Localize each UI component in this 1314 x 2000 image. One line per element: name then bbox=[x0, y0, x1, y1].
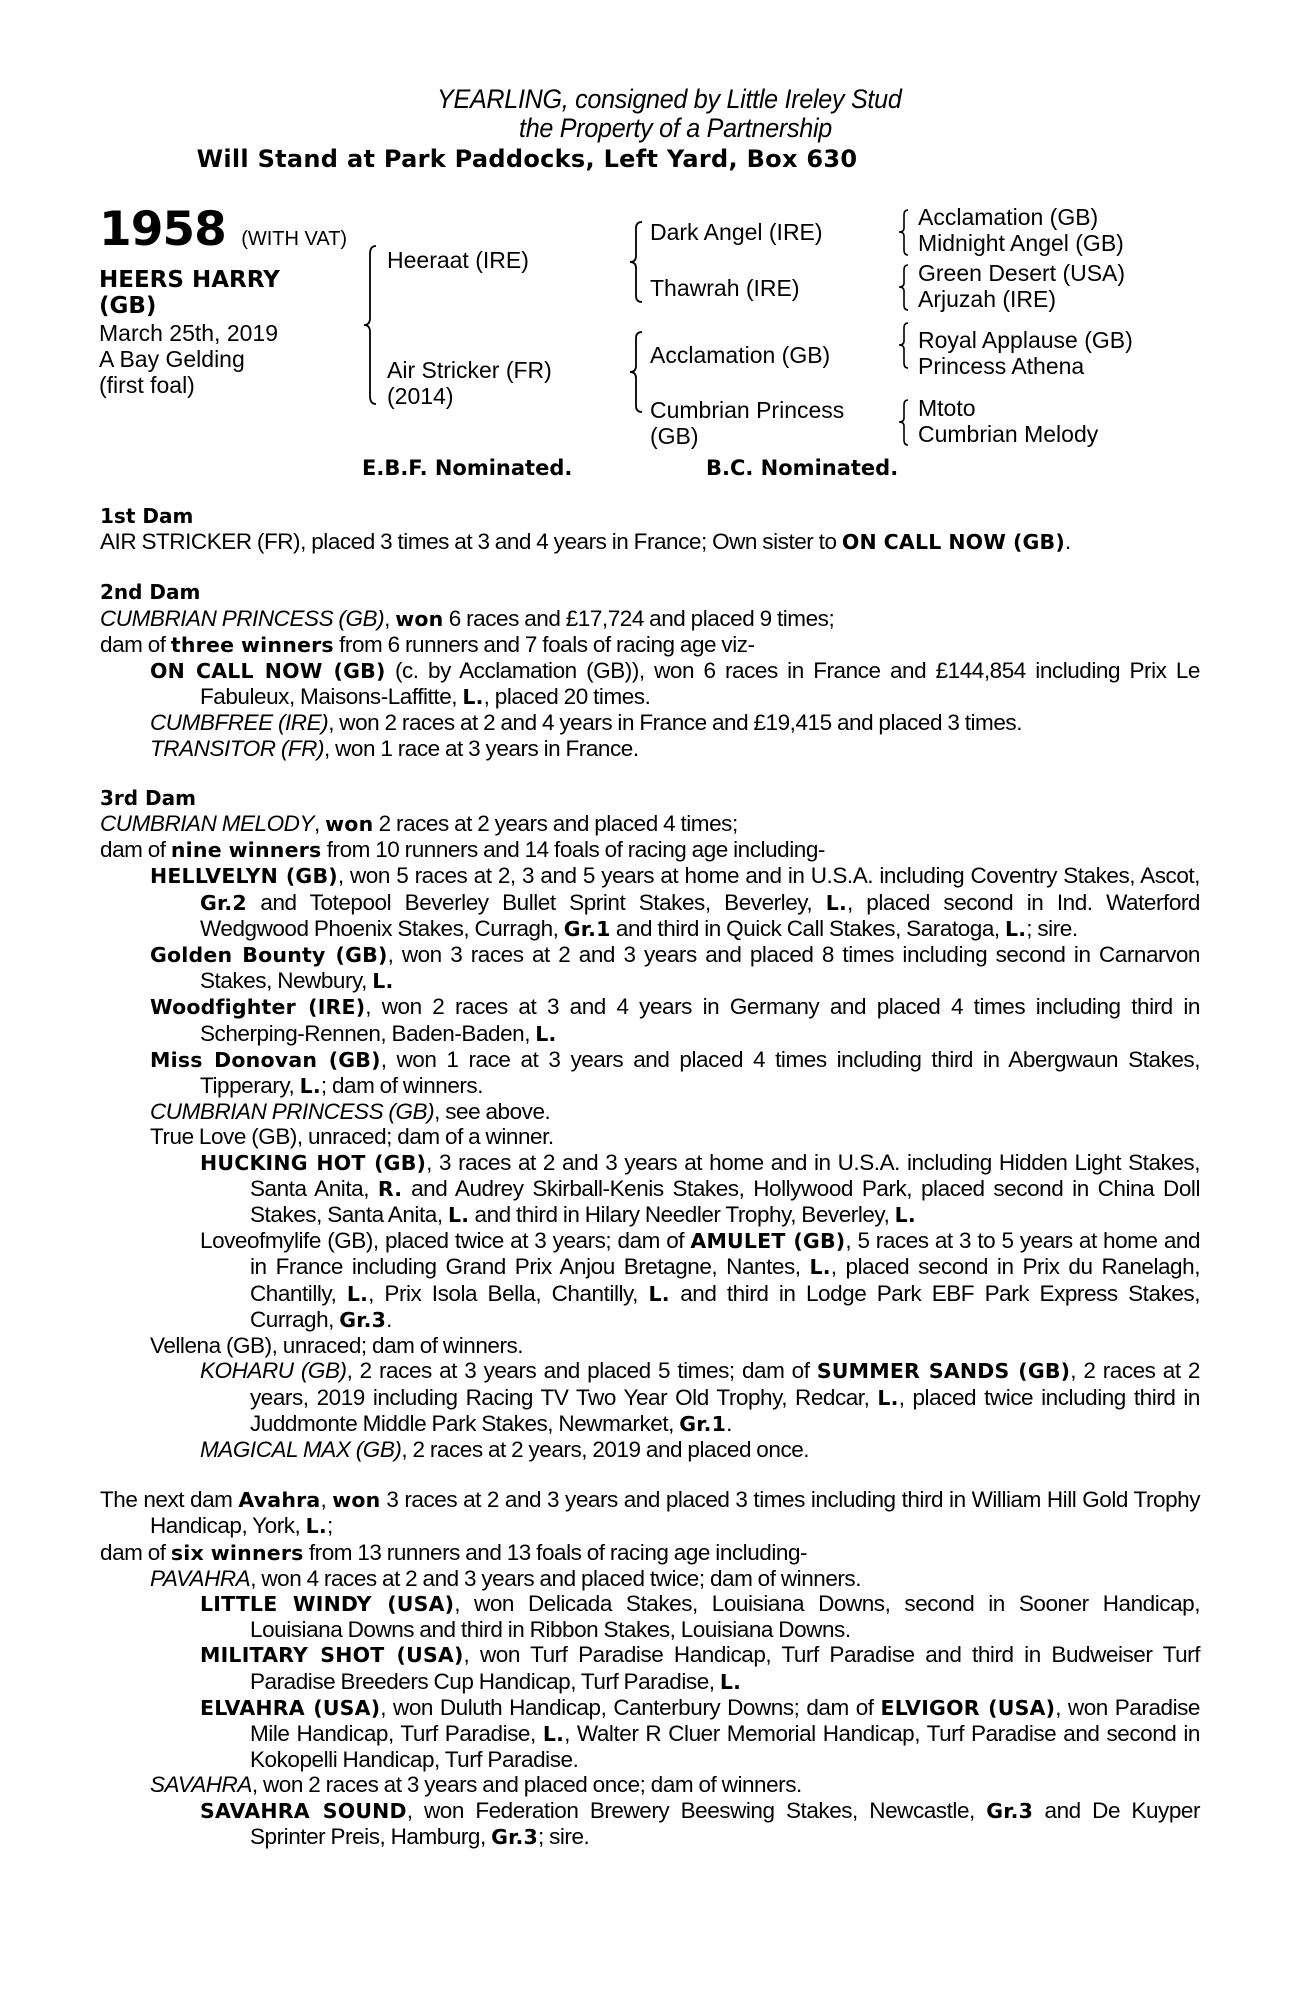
bold-run: ELVAHRA (USA) bbox=[200, 1695, 381, 1720]
bold-run: Gr.3 bbox=[986, 1798, 1034, 1823]
text-run: , won 2 races at 2 and 4 years in France and £19,415 and placed 3 times. bbox=[328, 710, 1023, 736]
pedigree-brace-ds bbox=[896, 320, 912, 372]
italic-run: PAVAHRA bbox=[150, 1565, 251, 1591]
pedigree-brace-dd bbox=[896, 397, 912, 449]
bold-run: SUMMER SANDS (GB) bbox=[816, 1359, 1071, 1384]
italic-run: KOHARU (GB) bbox=[200, 1358, 347, 1384]
pedigree-paragraph bbox=[100, 529, 1200, 555]
text-run: , won 2 races at 3 years and placed once; dam of winners. bbox=[251, 1772, 802, 1798]
pedigree-paragraph bbox=[100, 1437, 1200, 1462]
bold-run: LITTLE WINDY (USA) bbox=[200, 1591, 455, 1616]
lot-block bbox=[99, 202, 359, 398]
section-heading: 3rd Dam bbox=[100, 785, 196, 810]
pedigree-brace-sd bbox=[896, 262, 912, 314]
italic-run: CUMBRIAN PRINCESS (GB) bbox=[150, 1099, 435, 1125]
dam-name: Air Stricker (FR) bbox=[387, 357, 552, 383]
bold-run: L. bbox=[1005, 916, 1027, 941]
vat-note: (WITH VAT) bbox=[241, 228, 348, 250]
dd-dam-name: Cumbrian Melody bbox=[918, 421, 1099, 447]
text-run: from 6 runners and 7 foals of racing age viz- bbox=[333, 631, 755, 657]
pedigree-paragraph bbox=[100, 1487, 1200, 1539]
text-run: , placed twice including third in Juddmonte Middle Park Stakes, Newmarket, bbox=[250, 1384, 1200, 1436]
bold-run: L. bbox=[299, 1074, 321, 1099]
pedigree-paragraph bbox=[100, 1099, 1200, 1124]
pedigree-brace-main bbox=[360, 240, 380, 410]
text-run: ; sire. bbox=[537, 1823, 590, 1849]
bold-run: L. bbox=[346, 1281, 369, 1306]
property-heading bbox=[30, 113, 1314, 143]
bold-run: R. bbox=[377, 1176, 403, 1201]
text-run: , won Delicada Stakes, Louisiana Downs, second in Sooner Handicap, Louisiana Downs and third in Ribbon Stakes, Louisiana Downs. bbox=[250, 1590, 1200, 1643]
sd-dam-name: Arjuzah (IRE) bbox=[918, 286, 1057, 312]
pedigree-paragraph bbox=[100, 994, 1200, 1046]
text-run: , 5 races at 3 to 5 years at home and in France including Grand Prix Anjou Bretagne, Nantes, bbox=[250, 1228, 1201, 1280]
bold-run: won bbox=[325, 812, 374, 837]
pedigree-paragraph bbox=[100, 632, 1200, 658]
text-run: and third in Quick Call Stakes, Saratoga, bbox=[610, 915, 1005, 941]
bold-run: L. bbox=[462, 685, 484, 710]
text-run: 3 races at 2 and 3 years and placed 3 times including third in William Hill Gold Trophy Handicap, York, bbox=[150, 1487, 1200, 1539]
bold-run: ON CALL NOW (GB) bbox=[841, 530, 1065, 555]
foal-note: (first foal) bbox=[99, 372, 195, 398]
sire-sire-name: Dark Angel (IRE) bbox=[650, 219, 823, 245]
pedigree-paragraph bbox=[100, 1695, 1200, 1773]
property-line: the Property of a Partnership bbox=[518, 113, 832, 143]
italic-run: CUMBFREE (IRE) bbox=[150, 710, 329, 736]
pedigree-paragraph bbox=[100, 1228, 1200, 1333]
text-run: , won Turf Paradise Handicap, Turf Paradise and third in Budweiser Turf Paradise Breeders Cup Handicap, Turf Paradise, bbox=[250, 1642, 1200, 1694]
dam-sire-name: Acclamation (GB) bbox=[650, 342, 831, 368]
pedigree-paragraph bbox=[100, 1540, 1200, 1566]
pedigree-paragraph bbox=[100, 837, 1200, 863]
italic-run: TRANSITOR (FR) bbox=[150, 735, 325, 761]
text-run: , Walter R Cluer Memorial Handicap, Turf Paradise and second in Kokopelli Handicap, Turf Paradise. bbox=[250, 1720, 1200, 1773]
pedigree-paragraph bbox=[100, 606, 1200, 632]
text-run: , 3 races at 2 and 3 years at home and in U.S.A. including Hidden Light Stakes, Santa Anita, bbox=[250, 1149, 1200, 1201]
text-run: , bbox=[320, 1487, 333, 1513]
dd-sire-name: Mtoto bbox=[918, 395, 976, 421]
section-heading: 1st Dam bbox=[100, 504, 194, 528]
text-run: dam of bbox=[100, 631, 171, 657]
bold-run: Woodfighter (IRE) bbox=[150, 995, 366, 1020]
bold-run: ON CALL NOW (GB) bbox=[150, 659, 386, 684]
text-run: . bbox=[386, 1306, 392, 1332]
bold-run: three winners bbox=[170, 632, 334, 657]
text-run: , won Paradise Mile Handicap, Turf Paradise, bbox=[250, 1694, 1200, 1746]
text-run: 2 races at 2 years and placed 4 times; bbox=[373, 811, 738, 837]
bold-run: Gr.3 bbox=[491, 1824, 538, 1849]
horse-country: (GB) bbox=[99, 293, 157, 319]
bold-run: L. bbox=[305, 1514, 327, 1539]
bold-run: L. bbox=[894, 1203, 916, 1228]
italic-run: CUMBRIAN MELODY bbox=[100, 811, 315, 837]
bold-run: Miss Donovan (GB) bbox=[150, 1047, 381, 1072]
consignor-line: YEARLING, consigned by Little Ireley Stud bbox=[437, 84, 902, 114]
foaling-date: March 25th, 2019 bbox=[99, 320, 279, 346]
lot-number-row bbox=[99, 202, 359, 264]
text-run: , won 3 races at 2 and 3 years and placed 8 times including second in Carnarvon Stakes, Newbury, bbox=[200, 942, 1201, 994]
bold-run: L. bbox=[825, 890, 847, 915]
dam-year: (2014) bbox=[387, 383, 454, 409]
location-line: Will Stand at Park Paddocks, Left Yard, Box 630 bbox=[196, 145, 858, 173]
consignor-heading bbox=[30, 84, 1314, 114]
text-run: ; dam of winners. bbox=[320, 1073, 484, 1099]
pedigree-paragraph bbox=[100, 1150, 1200, 1229]
pedigree-paragraph bbox=[100, 811, 1200, 837]
bold-run: Gr.2 bbox=[200, 890, 247, 915]
text-run: Loveofmylife (GB), placed twice at 3 years; dam of bbox=[200, 1228, 691, 1254]
text-run: and Totepool Beverley Bullet Sprint Stakes, Beverley, bbox=[246, 889, 826, 915]
text-run: , won 4 races at 2 and 3 years and placed twice; dam of winners. bbox=[250, 1565, 862, 1591]
text-run: , won Duluth Handicap, Canterbury Downs; dam of bbox=[380, 1694, 881, 1720]
bold-run: Gr.1 bbox=[679, 1411, 727, 1436]
text-run: True Love (GB), unraced; dam of a winner. bbox=[150, 1124, 554, 1150]
ds-sire-name: Royal Applause (GB) bbox=[918, 327, 1133, 353]
lot-number: 1958 bbox=[99, 202, 226, 257]
bold-run: won bbox=[395, 606, 444, 631]
text-run: , won 1 race at 3 years in France. bbox=[324, 735, 639, 761]
text-run: 6 races and £17,724 and placed 9 times; bbox=[443, 605, 835, 631]
bold-run: L. bbox=[447, 1203, 470, 1228]
bold-run: HUCKING HOT (GB) bbox=[200, 1150, 427, 1175]
text-run: , won Federation Brewery Beeswing Stakes, Newcastle, bbox=[406, 1797, 987, 1823]
bold-run: Golden Bounty (GB) bbox=[150, 943, 388, 968]
pedigree-brace-sire bbox=[626, 218, 646, 308]
text-run: , 2 races at 3 years and placed 5 times; dam of bbox=[346, 1358, 817, 1384]
bold-run: HELLVELYN (GB) bbox=[150, 864, 338, 889]
bc-nomination: B.C. Nominated. bbox=[706, 456, 899, 480]
text-run: AIR STRICKER (FR), placed 3 times at 3 and 4 years in France; Own sister to bbox=[100, 529, 842, 555]
bold-run: nine winners bbox=[170, 838, 322, 863]
pedigree-paragraph bbox=[100, 942, 1200, 994]
text-run: , 2 races at 2 years, 2019 including Racing TV Two Year Old Trophy, Redcar, bbox=[250, 1358, 1200, 1410]
section-heading: 2nd Dam bbox=[100, 580, 201, 605]
text-run: dam of bbox=[100, 1539, 171, 1565]
ss-sire-name: Acclamation (GB) bbox=[918, 204, 1099, 230]
text-run: , won 2 races at 3 and 4 years in Germany and placed 4 times including third in Scherping-Rennen, Baden-Baden, bbox=[200, 994, 1200, 1046]
bold-run: L. bbox=[648, 1281, 670, 1306]
sire-dam-name: Thawrah (IRE) bbox=[650, 275, 800, 301]
text-run: and third in Hilary Needler Trophy, Beverley, bbox=[469, 1202, 895, 1228]
text-run: , 2 races at 2 years, 2019 and placed once. bbox=[401, 1436, 810, 1462]
text-run: ; bbox=[326, 1513, 333, 1539]
text-run: . bbox=[1064, 529, 1071, 555]
pedigree-paragraph bbox=[100, 1124, 1200, 1149]
bold-run: Gr.1 bbox=[563, 916, 611, 941]
bold-run: L. bbox=[809, 1255, 831, 1280]
text-run: , won 5 races at 2, 3 and 5 years at home and in U.S.A. including Coventry Stakes, Ascot, bbox=[337, 863, 1200, 889]
text-run: , see above. bbox=[434, 1099, 551, 1125]
text-run: and Audrey Skirball-Kenis Stakes, Hollywood Park, placed second in China Doll Stakes, Santa Anita, bbox=[250, 1175, 1200, 1228]
sd-sire-name: Green Desert (USA) bbox=[918, 260, 1126, 286]
text-run: from 13 runners and 13 foals of racing age including- bbox=[303, 1539, 808, 1565]
text-run: The next dam bbox=[100, 1487, 239, 1513]
text-run: , bbox=[384, 605, 396, 631]
italic-run: SAVAHRA bbox=[150, 1772, 252, 1798]
pedigree-paragraph bbox=[100, 1566, 1200, 1591]
text-run: , bbox=[314, 811, 326, 837]
pedigree-paragraph bbox=[100, 736, 1200, 761]
pedigree-brace-dam bbox=[626, 328, 646, 418]
pedigree-paragraph bbox=[100, 1333, 1200, 1358]
bold-run: Gr.3 bbox=[339, 1307, 387, 1332]
ss-dam-name: Midnight Angel (GB) bbox=[918, 230, 1124, 256]
bold-run: L. bbox=[877, 1385, 899, 1410]
text-run: from 10 runners and 14 foals of racing age including- bbox=[321, 837, 825, 863]
horse-name: HEERS HARRY bbox=[99, 267, 280, 293]
dam-dam-country: (GB) bbox=[650, 423, 699, 449]
italic-run: CUMBRIAN PRINCESS (GB) bbox=[100, 605, 385, 631]
text-run: (c. by Acclamation (GB)), won 6 races in France and £144,854 including Prix Le Fabuleux, Maisons-Laffitte, bbox=[200, 658, 1200, 710]
pedigree-paragraph bbox=[100, 1798, 1200, 1850]
text-run: , placed second in Ind. Waterford Wedgwood Phoenix Stakes, Curragh, bbox=[200, 889, 1200, 941]
pedigree-paragraph bbox=[100, 1358, 1200, 1437]
ds-dam-name: Princess Athena bbox=[918, 353, 1085, 379]
bold-run: SAVAHRA SOUND bbox=[200, 1798, 407, 1823]
bold-run: Avahra bbox=[238, 1488, 321, 1513]
pedigree-paragraph bbox=[100, 710, 1200, 735]
bold-run: ELVIGOR (USA) bbox=[880, 1695, 1056, 1720]
bold-run: L. bbox=[719, 1669, 742, 1694]
text-run: , placed 20 times. bbox=[483, 684, 651, 710]
pedigree-paragraph bbox=[100, 1772, 1200, 1797]
text-run: Vellena (GB), unraced; dam of winners. bbox=[150, 1333, 524, 1359]
pedigree-paragraph bbox=[100, 1642, 1200, 1694]
text-run: , placed second in Prix du Ranelagh, Chantilly, bbox=[250, 1254, 1200, 1306]
pedigree-paragraph bbox=[100, 1591, 1200, 1642]
text-run: , Prix Isola Bella, Chantilly, bbox=[368, 1280, 649, 1306]
text-run: and third in Lodge Park EBF Park Express Stakes, Curragh, bbox=[250, 1280, 1200, 1332]
text-run: dam of bbox=[100, 837, 171, 863]
dam-dam-name: Cumbrian Princess bbox=[650, 397, 845, 423]
bold-run: L. bbox=[535, 1021, 557, 1046]
bold-run: L. bbox=[542, 1721, 565, 1746]
horse-description: A Bay Gelding bbox=[99, 346, 245, 372]
ebf-nomination: E.B.F. Nominated. bbox=[362, 456, 573, 480]
bold-run: six winners bbox=[170, 1540, 304, 1565]
sire-name: Heeraat (IRE) bbox=[387, 247, 529, 273]
pedigree-paragraph bbox=[100, 658, 1200, 710]
pedigree-brace-ss bbox=[896, 207, 912, 259]
text-run: and De Kuyper Sprinter Preis, Hamburg, bbox=[250, 1797, 1201, 1849]
text-run: . bbox=[726, 1410, 732, 1436]
pedigree-paragraph bbox=[100, 1047, 1200, 1099]
pedigree-paragraph bbox=[100, 863, 1200, 942]
bold-run: L. bbox=[372, 969, 394, 994]
text-run: ; sire. bbox=[1026, 915, 1078, 941]
bold-run: AMULET (GB) bbox=[690, 1229, 846, 1254]
catalogue-body bbox=[100, 504, 1200, 1850]
bold-run: won bbox=[332, 1488, 381, 1513]
text-run: , won 1 race at 3 years and placed 4 times including third in Abergwaun Stakes, Tipperary, bbox=[200, 1046, 1200, 1099]
bold-run: MILITARY SHOT (USA) bbox=[200, 1643, 464, 1668]
italic-run: MAGICAL MAX (GB) bbox=[200, 1436, 402, 1462]
